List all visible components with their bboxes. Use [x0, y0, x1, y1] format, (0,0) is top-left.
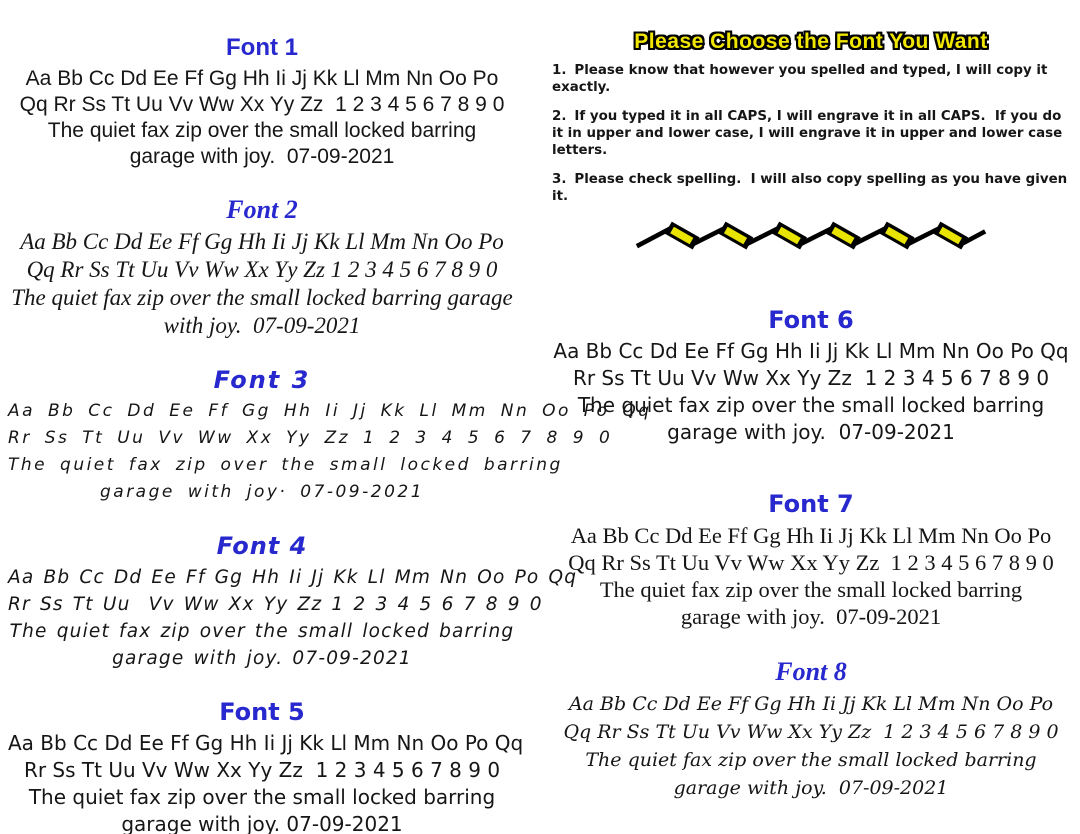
font-3-alphabet-line-1: Aa Bb Cc Dd Ee Ff Gg Hh Ii Jj Kk Ll Mm Nn Oo Po Qq: [8, 401, 652, 421]
font-sample-2: [8, 196, 516, 340]
font-2-title: Font 2: [226, 195, 298, 224]
font-4-alphabet-line-1: Aa Bb Cc Dd Ee Ff Gg Hh Ii Jj Kk Ll Mm Nn Oo Po Qq: [8, 567, 578, 588]
font-6-alphabet-line-2: Rr Ss Tt Uu Vv Ww Xx Yy Zz 1 2 3 4 5 6 7 8 9 0: [572, 366, 1050, 390]
font-7-title: Font 7: [768, 490, 854, 518]
font-sample-4: [8, 532, 578, 672]
font-8-alphabet-line-1: Aa Bb Cc Dd Ee Ff Gg Hh Ii Jj Kk Ll Mm Nn Oo Po: [568, 693, 1054, 715]
font-5-sample-line-1: The quiet fax zip over the small locked barring: [28, 785, 496, 809]
instruction-2-text: If you typed it in all CAPS, I will engrave it in all CAPS. If you do it in upper and lower case, I will engrave it in upper and lower case letters.: [552, 109, 1067, 158]
font-2-alphabet-line-1: Aa Bb Cc Dd Ee Ff Gg Hh Ii Jj Kk Ll Mm Nn Oo Po: [20, 229, 504, 254]
font-3-alphabet-line-2: Rr Ss Tt Uu Vv Ww Xx Yy Zz 1 2 3 4 5 6 7 8 9 0: [8, 428, 613, 448]
instruction-1-number: 1.: [552, 63, 567, 78]
font-sample-6: [550, 306, 1072, 446]
font-8-sample-line-2: garage with joy. 07-09-2021: [673, 777, 949, 799]
font-7-alphabet-line-1: Aa Bb Cc Dd Ee Ff Gg Hh Ii Jj Kk Ll Mm Nn Oo Po: [570, 523, 1052, 548]
font-5-sample-line-2: garage with joy. 07-09-2021: [121, 812, 403, 834]
font-7-sample-line-1: The quiet fax zip over the small locked barring: [599, 577, 1023, 602]
font-4-sample-line-1: The quiet fax zip over the small locked barring: [9, 621, 515, 642]
font-8-sample-line-1: The quiet fax zip over the small locked barring: [585, 749, 1037, 771]
font-4-title: Font 4: [216, 532, 308, 560]
font-4-sample-line-2: garage with joy. 07-09-2021: [112, 648, 412, 669]
font-sample-3: [8, 366, 652, 506]
font-6-title: Font 6: [768, 306, 854, 334]
font-6-alphabet-line-1: Aa Bb Cc Dd Ee Ff Gg Hh Ii Jj Kk Ll Mm Nn Oo Po Qq: [553, 339, 1069, 363]
font-7-sample-line-2: garage with joy. 07-09-2021: [680, 604, 942, 629]
rope-divider: [550, 217, 1072, 260]
font-1-sample-line-1: The quiet fax zip over the small locked barring: [47, 119, 477, 142]
font-3-sample-line-2: garage with joy· 07-09-2021: [99, 482, 425, 502]
font-3-sample-line-1: The quiet fax zip over the small locked barring: [8, 455, 563, 475]
page-title: Please Choose the Font You Want: [634, 30, 988, 53]
font-sample-1: [8, 34, 516, 170]
right-column: [550, 0, 1072, 828]
font-8-title: Font 8: [775, 657, 847, 686]
instruction-1-text: Please know that however you spelled and typed, I will copy it exactly.: [552, 63, 1053, 95]
instruction-3-number: 3.: [552, 172, 567, 187]
font-1-alphabet-line-1: Aa Bb Cc Dd Ee Ff Gg Hh Ii Jj Kk Ll Mm Nn Oo Po: [25, 67, 499, 90]
instruction-item-2: [552, 108, 1070, 159]
font-5-alphabet-line-2: Rr Ss Tt Uu Vv Ww Xx Yy Zz 1 2 3 4 5 6 7 8 9 0: [23, 758, 501, 782]
font-1-alphabet-line-2: Qq Rr Ss Tt Uu Vv Ww Xx Yy Zz 1 2 3 4 5 6 7 8 9 0: [19, 93, 505, 116]
instruction-list: [550, 62, 1072, 205]
left-column: [8, 0, 652, 834]
instruction-item-1: [552, 62, 1070, 96]
font-2-sample-line-2: with joy. 07-09-2021: [163, 313, 361, 338]
font-7-alphabet-line-2: Qq Rr Ss Tt Uu Vv Ww Xx Yy Zz 1 2 3 4 5 6 7 8 9 0: [568, 550, 1054, 575]
font-6-sample-line-1: The quiet fax zip over the small locked barring: [577, 393, 1045, 417]
font-5-alphabet-line-1: Aa Bb Cc Dd Ee Ff Gg Hh Ii Jj Kk Ll Mm Nn Oo Po Qq: [8, 731, 524, 755]
instruction-2-number: 2.: [552, 109, 567, 124]
instruction-item-3: [552, 171, 1070, 205]
font-1-sample-line-2: garage with joy. 07-09-2021: [129, 145, 395, 168]
font-4-alphabet-line-2: Rr Ss Tt Uu Vv Ww Xx Yy Zz 1 2 3 4 5 6 7 8 9 0: [8, 594, 543, 615]
instruction-3-text: Please check spelling. I will also copy spelling as you have given it.: [552, 172, 1072, 204]
font-1-title: Font 1: [226, 34, 298, 61]
font-sample-7: [550, 490, 1072, 630]
font-sample-5: [8, 698, 524, 834]
font-6-sample-line-2: garage with joy. 07-09-2021: [667, 420, 955, 444]
rope-divider-icon: [635, 217, 987, 255]
font-5-title: Font 5: [219, 698, 305, 726]
font-2-alphabet-line-2: Qq Rr Ss Tt Uu Vv Ww Xx Yy Zz 1 2 3 4 5 6 7 8 9 0: [26, 257, 498, 282]
font-sample-8: [550, 658, 1072, 802]
font-8-alphabet-line-2: Qq Rr Ss Tt Uu Vv Ww Xx Yy Zz 1 2 3 4 5 6 7 8 9 0: [563, 721, 1059, 743]
font-3-title: Font 3: [213, 366, 311, 394]
font-2-sample-line-1: The quiet fax zip over the small locked barring garage: [11, 285, 513, 310]
